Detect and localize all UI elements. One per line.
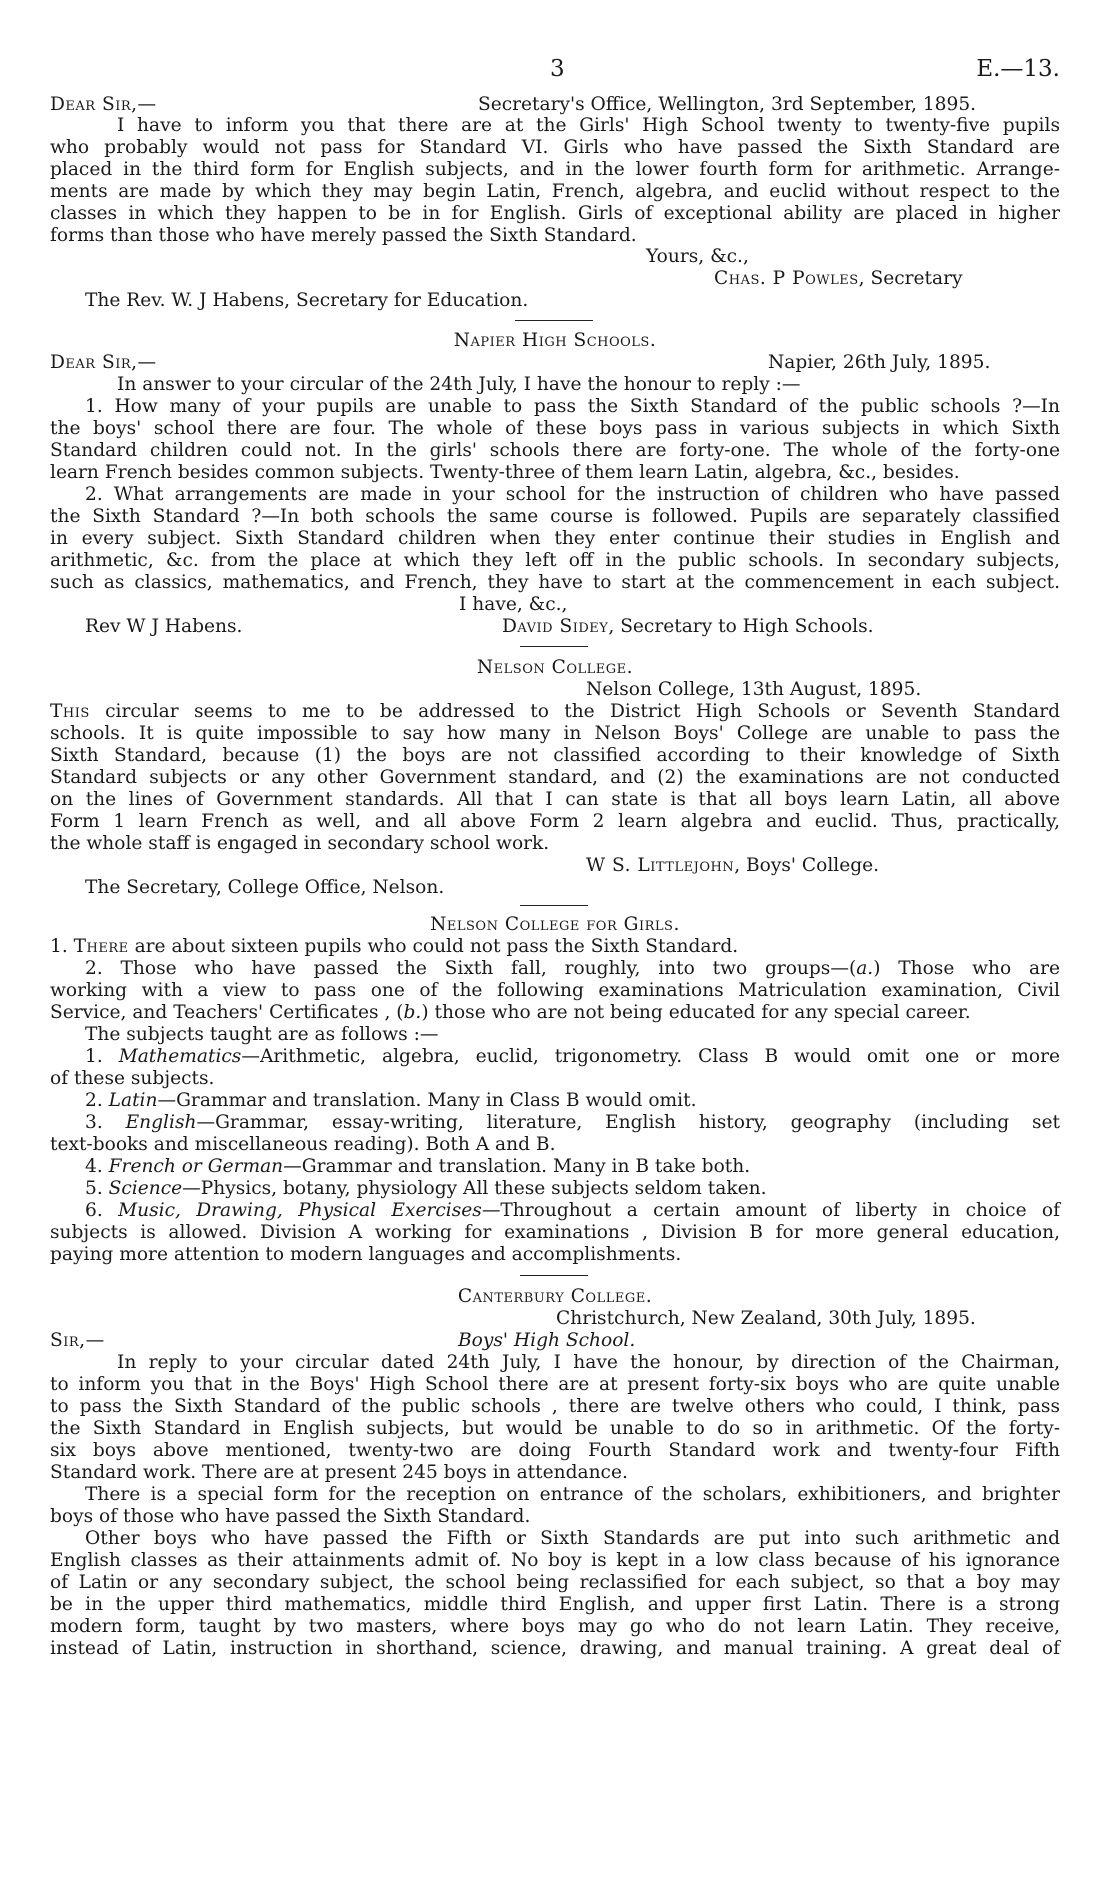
paragraph-line: paying more attention to modern languages and accomplishments. <box>50 1244 682 1265</box>
drop-word: This <box>50 701 90 722</box>
document-reference: E.—13. <box>976 56 1060 82</box>
signatory-name: Chas. P Powles <box>714 268 859 289</box>
dateline: Napier, 26th July, 1895. <box>768 352 991 373</box>
paragraph-line: 1. There are about sixteen pupils who could not pass the Sixth Standard. <box>50 936 739 957</box>
addressee: Rev W J Habens. <box>85 616 243 637</box>
section-divider <box>520 905 588 906</box>
paragraph-line: Standard subjects or any other Government standard, and (2) the examinations are not conducted <box>50 767 1060 788</box>
section-divider <box>520 1275 588 1276</box>
signature <box>714 268 963 290</box>
salutation: Dear Sir,— <box>50 352 157 373</box>
subject-item: 5. Science—Physics, botany, physiology All these subjects seldom taken. <box>85 1178 767 1199</box>
salutation: Sir,— <box>50 1330 105 1351</box>
canterbury-salutation-line <box>50 1330 1060 1352</box>
subject-name: Latin <box>108 1090 158 1111</box>
closing: I have, &c., <box>459 594 568 615</box>
paragraph-line: ments are made by which they may begin Latin, French, algebra, and euclid without respect to the <box>50 181 1060 202</box>
document-page <box>50 46 1060 1886</box>
page-number: 3 <box>550 56 565 82</box>
paragraph-line: the Sixth Standard ?—In both schools the same course is followed. Pupils are separately classified <box>50 506 1060 527</box>
signatory-role: , Secretary to High Schools. <box>608 616 874 637</box>
paragraph-line: Form 1 learn French as well, and all above Form 2 learn algebra and euclid. Thus, practically, <box>50 811 1060 832</box>
paragraph-line: the Sixth Standard in English subjects, but would be unable to do so in arithmetic. Of the forty- <box>50 1418 1060 1439</box>
signatory-name: David Sidey <box>502 616 609 637</box>
section-heading: Nelson College for Girls. <box>430 914 680 935</box>
napier-salutation-line <box>50 352 1060 374</box>
paragraph-line: Standard work. There are at present 245 boys in attendance. <box>50 1462 628 1483</box>
paragraph-line: of Latin or any secondary subject, the school being reclassified for each subject, so that a boy may <box>50 1572 1060 1593</box>
paragraph-line: In answer to your circular of the 24th July, I have the honour to reply :— <box>117 374 801 395</box>
paragraph-line: to inform you that in the Boys' High School there are at present forty-six boys who are quite unable <box>50 1374 1060 1395</box>
subject-name: Science <box>108 1178 183 1199</box>
paragraph-line: placed in the third form for English subjects, and in the lower fourth form for arithmetic. Arrange- <box>50 159 1060 180</box>
paragraph-line: to pass the Sixth Standard of the public schools , there are twelve others who could, I think, pass <box>50 1396 1060 1417</box>
paragraph-line: 2. Those who have passed the Sixth fall, roughly, into two groups—(a.) Those who are <box>85 958 1060 979</box>
subject-item: 6. Music, Drawing, Physical Exercises—Throughout a certain amount of liberty in choice of <box>85 1200 1060 1221</box>
paragraph-line: There is a special form for the reception on entrance of the scholars, exhibitioners, and brighter <box>85 1484 1060 1505</box>
paragraph-line: on the lines of Government standards. All that I can state is that all boys learn Latin, all above <box>50 789 1060 810</box>
paragraph-line: Standard children could not. In the girls' schools there are forty-one. The whole of the forty-one <box>50 440 1060 461</box>
paragraph-line: In reply to your circular dated 24th July, I have the honour, by direction of the Chairman, <box>117 1352 1060 1373</box>
subject-item: 1. Mathematics—Arithmetic, algebra, euclid, trigonometry. Class B would omit one or more <box>85 1046 1060 1067</box>
paragraph-line: boys of those who have passed the Sixth Standard. <box>50 1506 531 1527</box>
paragraph-line: subjects is allowed. Division A working for examinations , Division B for more general education, <box>50 1222 1060 1243</box>
subject-item: 4. French or German—Grammar and translation. Many in B take both. <box>85 1156 751 1177</box>
subject-item: 3. English—Grammar, essay-writing, literature, English history, geography (including set <box>85 1112 1060 1133</box>
section-divider <box>515 320 593 321</box>
paragraph-line: classes in which they happen to be in for English. Girls of exceptional ability are placed in higher <box>50 203 1060 224</box>
paragraph-line: Service, and Teachers' Certificates , (b.) those who are not being educated for any special career. <box>50 1002 971 1023</box>
paragraph-line: of these subjects. <box>50 1068 215 1089</box>
paragraph-line: in every subject. Sixth Standard children when they enter continue their studies in English and <box>50 528 1060 549</box>
subject-name: English <box>125 1112 197 1133</box>
paragraph-line: modern form, taught by two masters, where boys may go who do not learn Latin. They receive, <box>50 1616 1060 1637</box>
paragraph-line: The subjects taught are as follows :— <box>85 1024 439 1045</box>
paragraph-line: learn French besides common subjects. Twenty-three of them learn Latin, algebra, &c., besides. <box>50 462 960 483</box>
section-divider <box>520 646 588 647</box>
signatory-role: , Boys' College. <box>734 855 880 876</box>
salutation: Dear Sir,— <box>50 94 157 115</box>
paragraph-line: the whole staff is engaged in secondary school work. <box>50 833 550 854</box>
closing: Yours, &c., <box>646 246 749 267</box>
wellington-salutation-line <box>50 94 1060 116</box>
paragraph-line: be in the upper third mathematics, middle third English, and upper first Latin. There is a strong <box>50 1594 1060 1615</box>
drop-word: There <box>73 936 129 957</box>
dateline: Secretary's Office, Wellington, 3rd September, 1895. <box>478 94 977 115</box>
paragraph-line: This circular seems to me to be addressed to the District High Schools or Seventh Standard <box>50 701 1060 722</box>
paragraph-line: working with a view to pass one of the following examinations Matriculation examination, Civil <box>50 980 1060 1001</box>
addressee: The Rev. W. J Habens, Secretary for Education. <box>85 290 529 311</box>
paragraph-line: Other boys who have passed the Fifth or Sixth Standards are put into such arithmetic and <box>85 1528 1060 1549</box>
section-heading: Nelson College. <box>476 657 634 678</box>
dateline: Nelson College, 13th August, 1895. <box>586 679 922 700</box>
paragraph-line: 2. What arrangements are made in your school for the instruction of children who have passed <box>85 484 1060 505</box>
paragraph-line: forms than those who have merely passed the Sixth Standard. <box>50 225 637 246</box>
paragraph-line: Sixth Standard, because (1) the boys are not classified according to their knowledge of Sixth <box>50 745 1060 766</box>
subject-name: French or German <box>108 1156 284 1177</box>
signatory-role: , Secretary <box>858 268 963 289</box>
section-heading: Canterbury College. <box>457 1286 653 1307</box>
subject-name: Music, Drawing, Physical Exercises <box>118 1200 482 1221</box>
paragraph-line: instead of Latin, instruction in shorthand, science, drawing, and manual training. A great deal of <box>50 1638 1060 1659</box>
signatory-name: W S. Littlejohn <box>586 855 735 876</box>
subject-name: Mathematics <box>118 1046 242 1067</box>
paragraph-line: schools. It is quite impossible to say how many in Nelson Boys' College are unable to pass the <box>50 723 1060 744</box>
paragraph-line: the boys' school there are four. The whole of these boys pass in various subjects in which Sixth <box>50 418 1060 439</box>
paragraph-line: text-books and miscellaneous reading). Both A and B. <box>50 1134 556 1155</box>
subject-item: 2. Latin—Grammar and translation. Many in Class B would omit. <box>85 1090 697 1111</box>
section-heading: Napier High Schools. <box>453 330 657 351</box>
paragraph-line: English classes as their attainments admit of. No boy is kept in a low class because of his ignorance <box>50 1550 1060 1571</box>
paragraph-line: six boys above mentioned, twenty-two are doing Fourth Standard work and twenty-four Fifth <box>50 1440 1060 1461</box>
subheading: Boys' High School. <box>458 1330 636 1351</box>
paragraph-line: 1. How many of your pupils are unable to pass the Sixth Standard of the public schools ?—In <box>85 396 1060 417</box>
paragraph-line: arithmetic, &c. from the place at which they left off in the public schools. In secondary subjects, <box>50 550 1060 571</box>
dateline: Christchurch, New Zealand, 30th July, 1895. <box>556 1308 976 1329</box>
addressee: The Secretary, College Office, Nelson. <box>85 877 445 898</box>
paragraph-line: who probably would not pass for Standard VI. Girls who have passed the Sixth Standard are <box>50 137 1060 158</box>
paragraph-line: I have to inform you that there are at the Girls' High School twenty to twenty-five pupils <box>117 115 1060 136</box>
paragraph-line: such as classics, mathematics, and French, they have to start at the commencement in each subject. <box>50 572 1060 593</box>
signature <box>586 855 879 877</box>
